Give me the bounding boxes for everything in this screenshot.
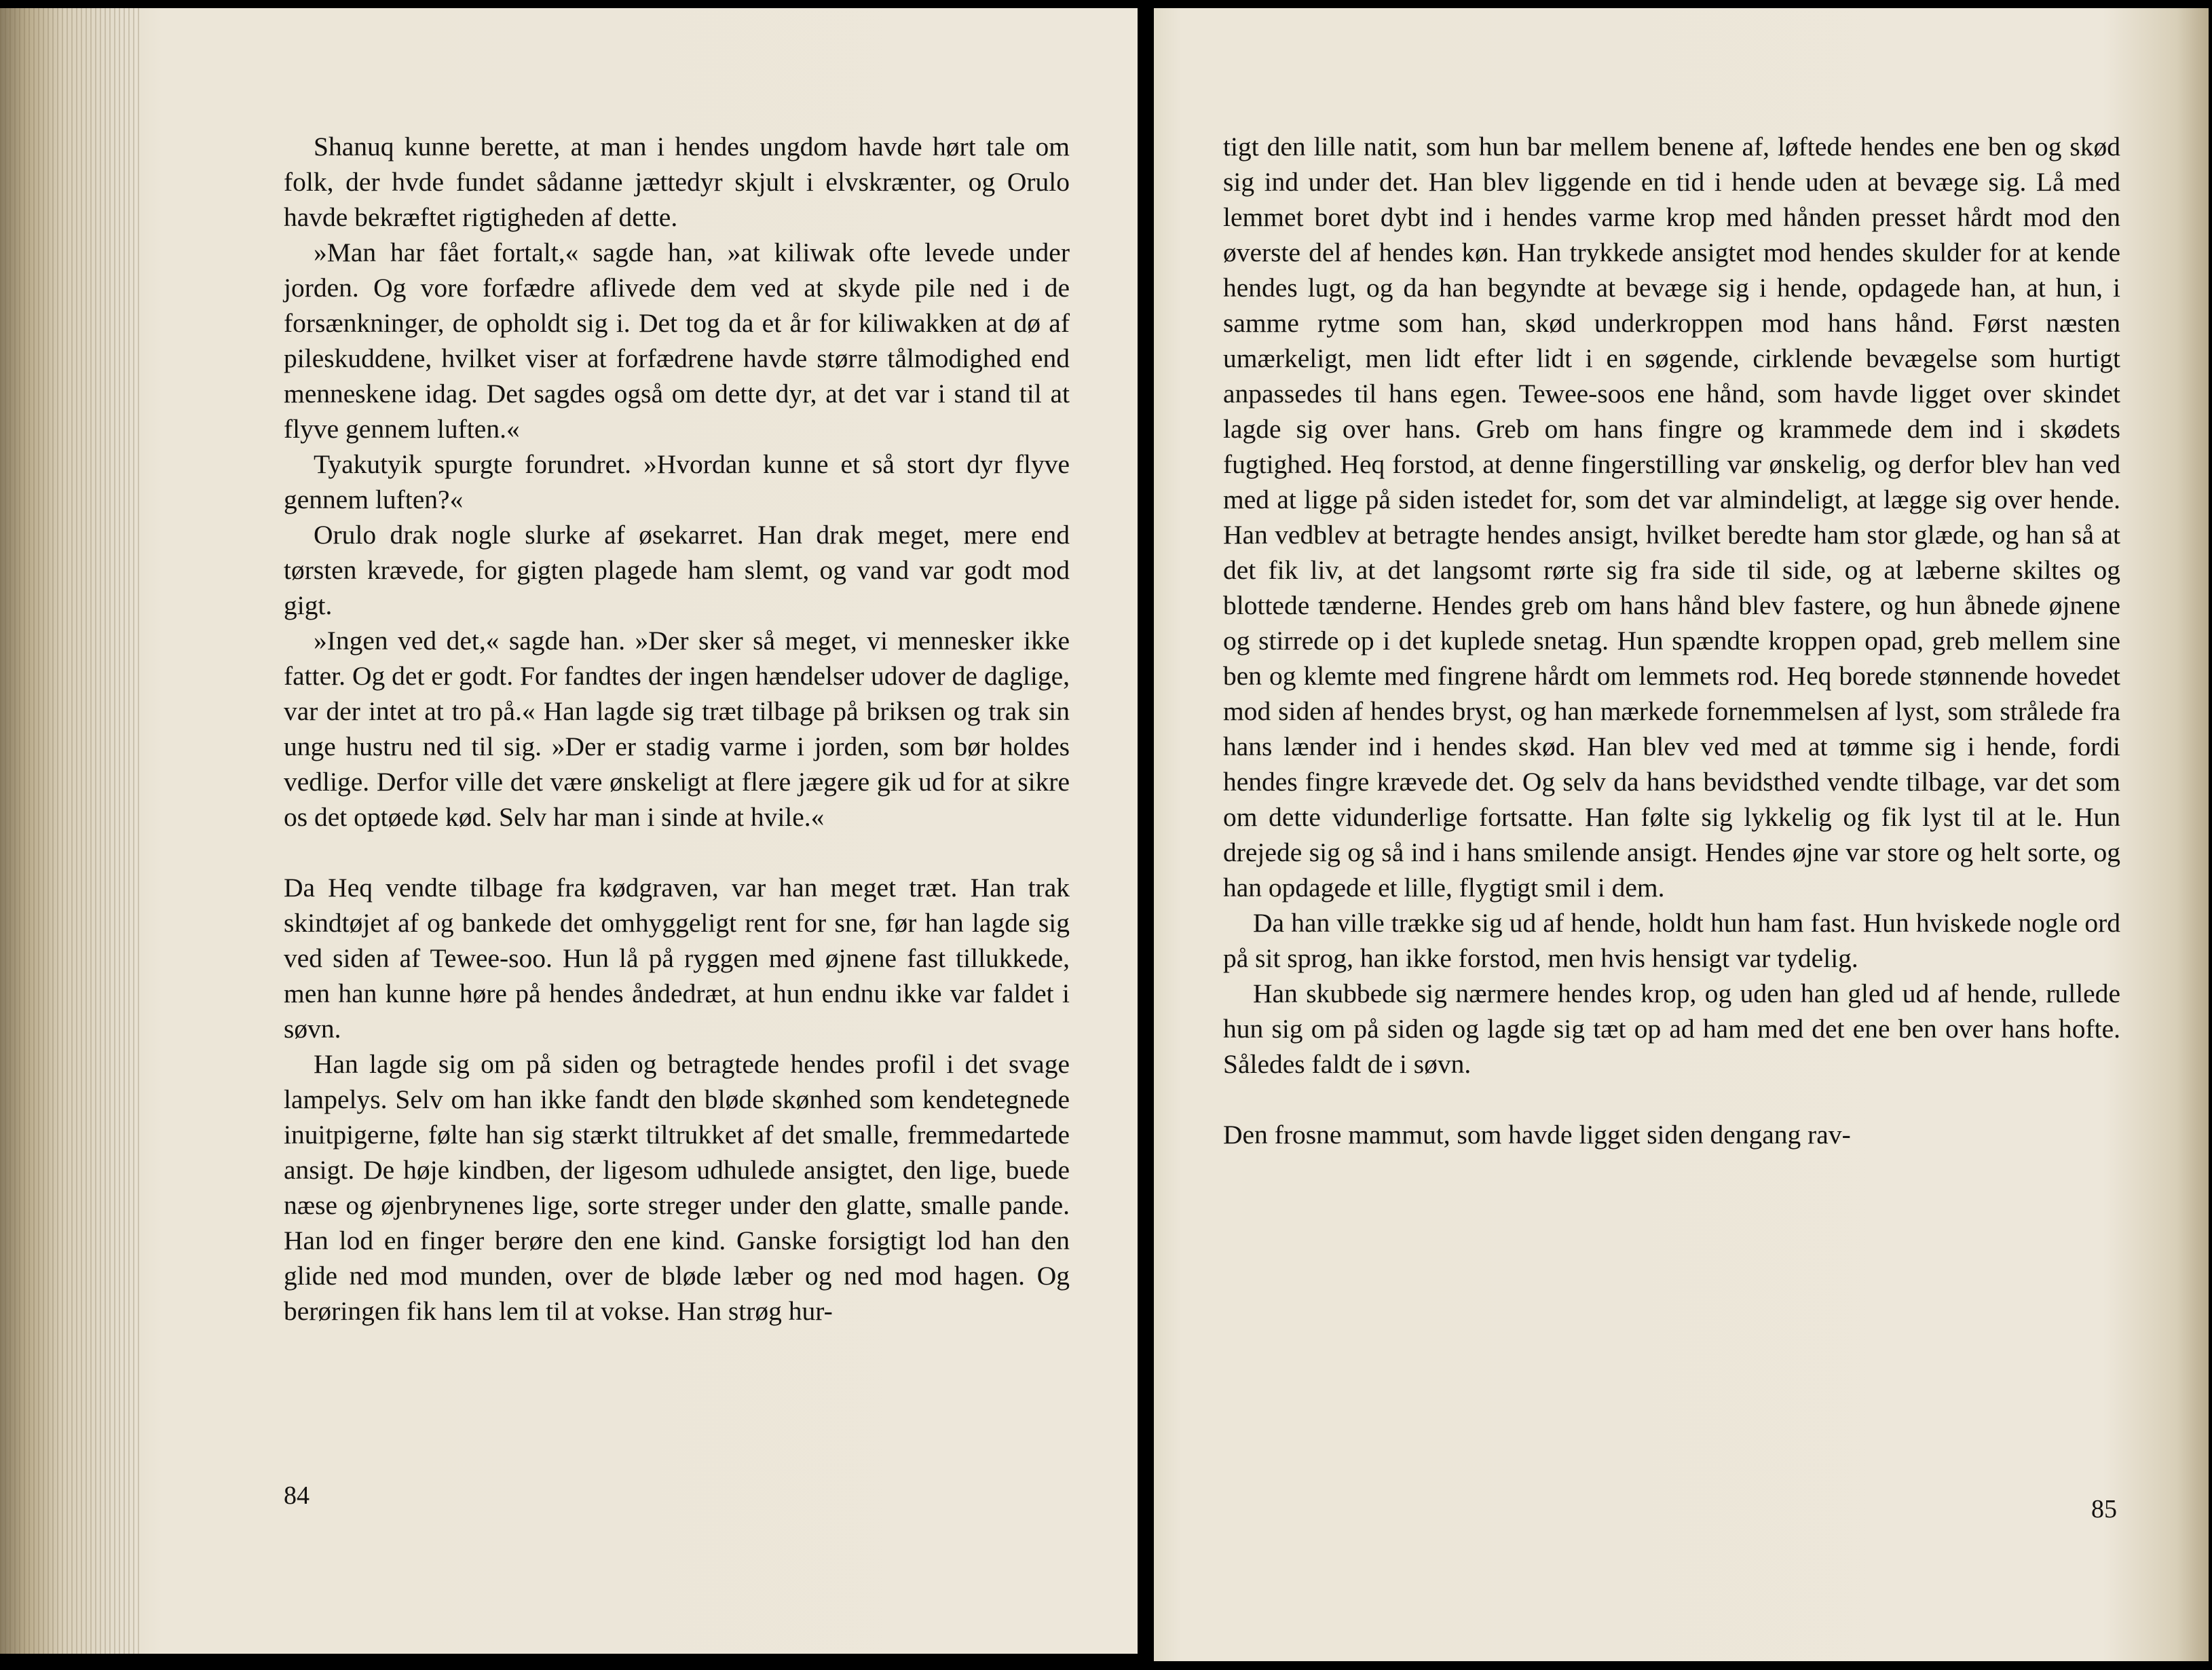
left-page-text [284, 129, 1070, 1329]
paragraph: Han lagde sig om på siden og betragtede hendes profil i det svage lampelys. Selv om han ikke fandt den bløde skønhed som kendetegnede inuitpigerne, følte han sig stærkt tiltrukket af det smalle, fremmedartede ansigt. De høje kindben, der ligesom udhulede ansigtet, den lige, buede næse og øjenbrynenes lige, sorte streger under den glatte, smalle pande. Han lod en finger berøre den ene kind. Ganske forsigtigt lod han den glide ned mod munden, over de bløde læber og ned mod hagen. Og berøringen fik hans lem til at vokse. Han strøg hur- [284, 1049, 1070, 1326]
section-break [284, 835, 1070, 870]
paragraph: Shanuq kunne berette, at man i hendes ungdom havde hørt tale om folk, der hvde fundet sådanne jættedyr skjult i elvskrænter, og Orulo havde bekræftet rigtigheden af dette. [284, 132, 1070, 232]
page-number: 85 [2091, 1495, 2117, 1523]
paragraph: tigt den lille natit, som hun bar mellem benene af, løftede hendes ene ben og skød sig ind under det. Han blev liggende en tid i hende uden at bevæge sig. Lå med lemmet boret dybt ind i hendes varme krop med hånden presset hårdt mod den øverste del af hendes køn. Han trykkede ansigtet mod hendes skulder for at kende hendes lugt, og da han begyndte at bevæge sig i hende, opdagede han, at hun, i samme rytme som han, skød underkroppen mod hans hånd. Først næsten umærkeligt, men lidt efter lidt i en søgende, cirklende bevægelse som hurtigt anpassedes til hans egen. Tewee-soos ene hånd, som havde ligget over skindet lagde sig over hans. Greb om hans fingre og krammede dem ind i skødets fugtighed. Heq forstod, at denne fingerstilling var ønskelig, og derfor blev han ved med at ligge på siden istedet for, som det var almindeligt, at lægge sig over hende. Han vedblev at betragte hendes ansigt, hvilket beredte ham stor glæde, og han så at det fik liv, at det langsomt rørte sig fra side til side, og at læberne skiltes og blottede tænderne. Hendes greb om hans hånd blev fastere, og hun åbnede øjnene og stirrede op i det kuplede snetag. Hun spændte kroppen opad, greb mellem sine ben og klemte med fingrene hårdt om lemmets rod. Heq borede stønnende hovedet mod siden af hendes bryst, og han mærkede fornemmelsen af lyst, som strålede fra hans lænder ind i hendes skød. Han blev ved med at tømme sig i hende, fordi hendes fingre krævede det. Og selv da hans bevidsthed vendte tilbage, var det som om dette vidunderlige fortsatte. Han følte sig lykkelig og fik lyst til at le. Hun drejede sig og så ind i hans smilende ansigt. Hendes øjne var store og helt sorte, og han opdagede et lille, flygtigt smil i dem. [1223, 132, 2120, 903]
section-break [1223, 1082, 2120, 1117]
page-edge-texture [0, 8, 143, 1654]
right-page [1154, 8, 2209, 1661]
paragraph: Da han ville trække sig ud af hende, holdt hun ham fast. Hun hviskede nogle ord på sit sprog, han ikke forstod, men hvis hensigt var tydelig. [1223, 908, 2120, 973]
page-number: 84 [284, 1481, 310, 1510]
left-page [0, 8, 1138, 1654]
book-gutter [1138, 0, 1154, 1670]
paragraph: Den frosne mammut, som havde ligget siden dengang rav- [1223, 1120, 1851, 1150]
paragraph: Orulo drak nogle slurke af øsekarret. Han drak meget, mere end tørsten krævede, for gigten plagede ham slemt, og vand var godt mod gigt. [284, 520, 1070, 620]
paragraph: Tyakutyik spurgte forundret. »Hvordan kunne et så stort dyr flyve gennem luften?« [284, 449, 1070, 514]
paragraph: Han skubbede sig nærmere hendes krop, og uden han gled ud af hende, rullede hun sig om på siden og lagde sig tæt op ad ham med det ene ben over hans hofte. Således faldt de i søvn. [1223, 979, 2120, 1079]
paragraph: Da Heq vendte tilbage fra kødgraven, var han meget træt. Han trak skindtøjet af og bankede det omhyggeligt rent for sne, før han lagde sig ved siden af Tewee-soo. Hun lå på ryggen med øjnene fast tillukkede, men han kunne høre på hendes åndedræt, at hun endnu ikke var faldet i søvn. [284, 873, 1070, 1044]
right-page-text [1223, 129, 2120, 1152]
paragraph: »Ingen ved det,« sagde han. »Der sker så meget, vi mennesker ikke fatter. Og det er godt. For fandtes der ingen hændelser udover de daglige, var der intet at tro på.« Han lagde sig træt tilbage på briksen og trak sin unge hustru ned til sig. »Der er stadig varme i jorden, som bør holdes vedlige. Derfor ville det være ønskeligt at flere jægere gik ud for at sikre os det optøede kød. Selv har man i sinde at hvile.« [284, 626, 1070, 832]
paragraph: »Man har fået fortalt,« sagde han, »at kiliwak ofte levede under jorden. Og vore forfædre aflivede dem ved at skyde pile ned i de forsænkninger, de opholdt sig i. Det tog da et år for kiliwakken at dø af pileskuddene, hvilket viser at forfædrene havde større tålmodighed end menneskene idag. Det sagdes også om dette dyr, at det var i stand til at flyve gennem luften.« [284, 238, 1070, 444]
